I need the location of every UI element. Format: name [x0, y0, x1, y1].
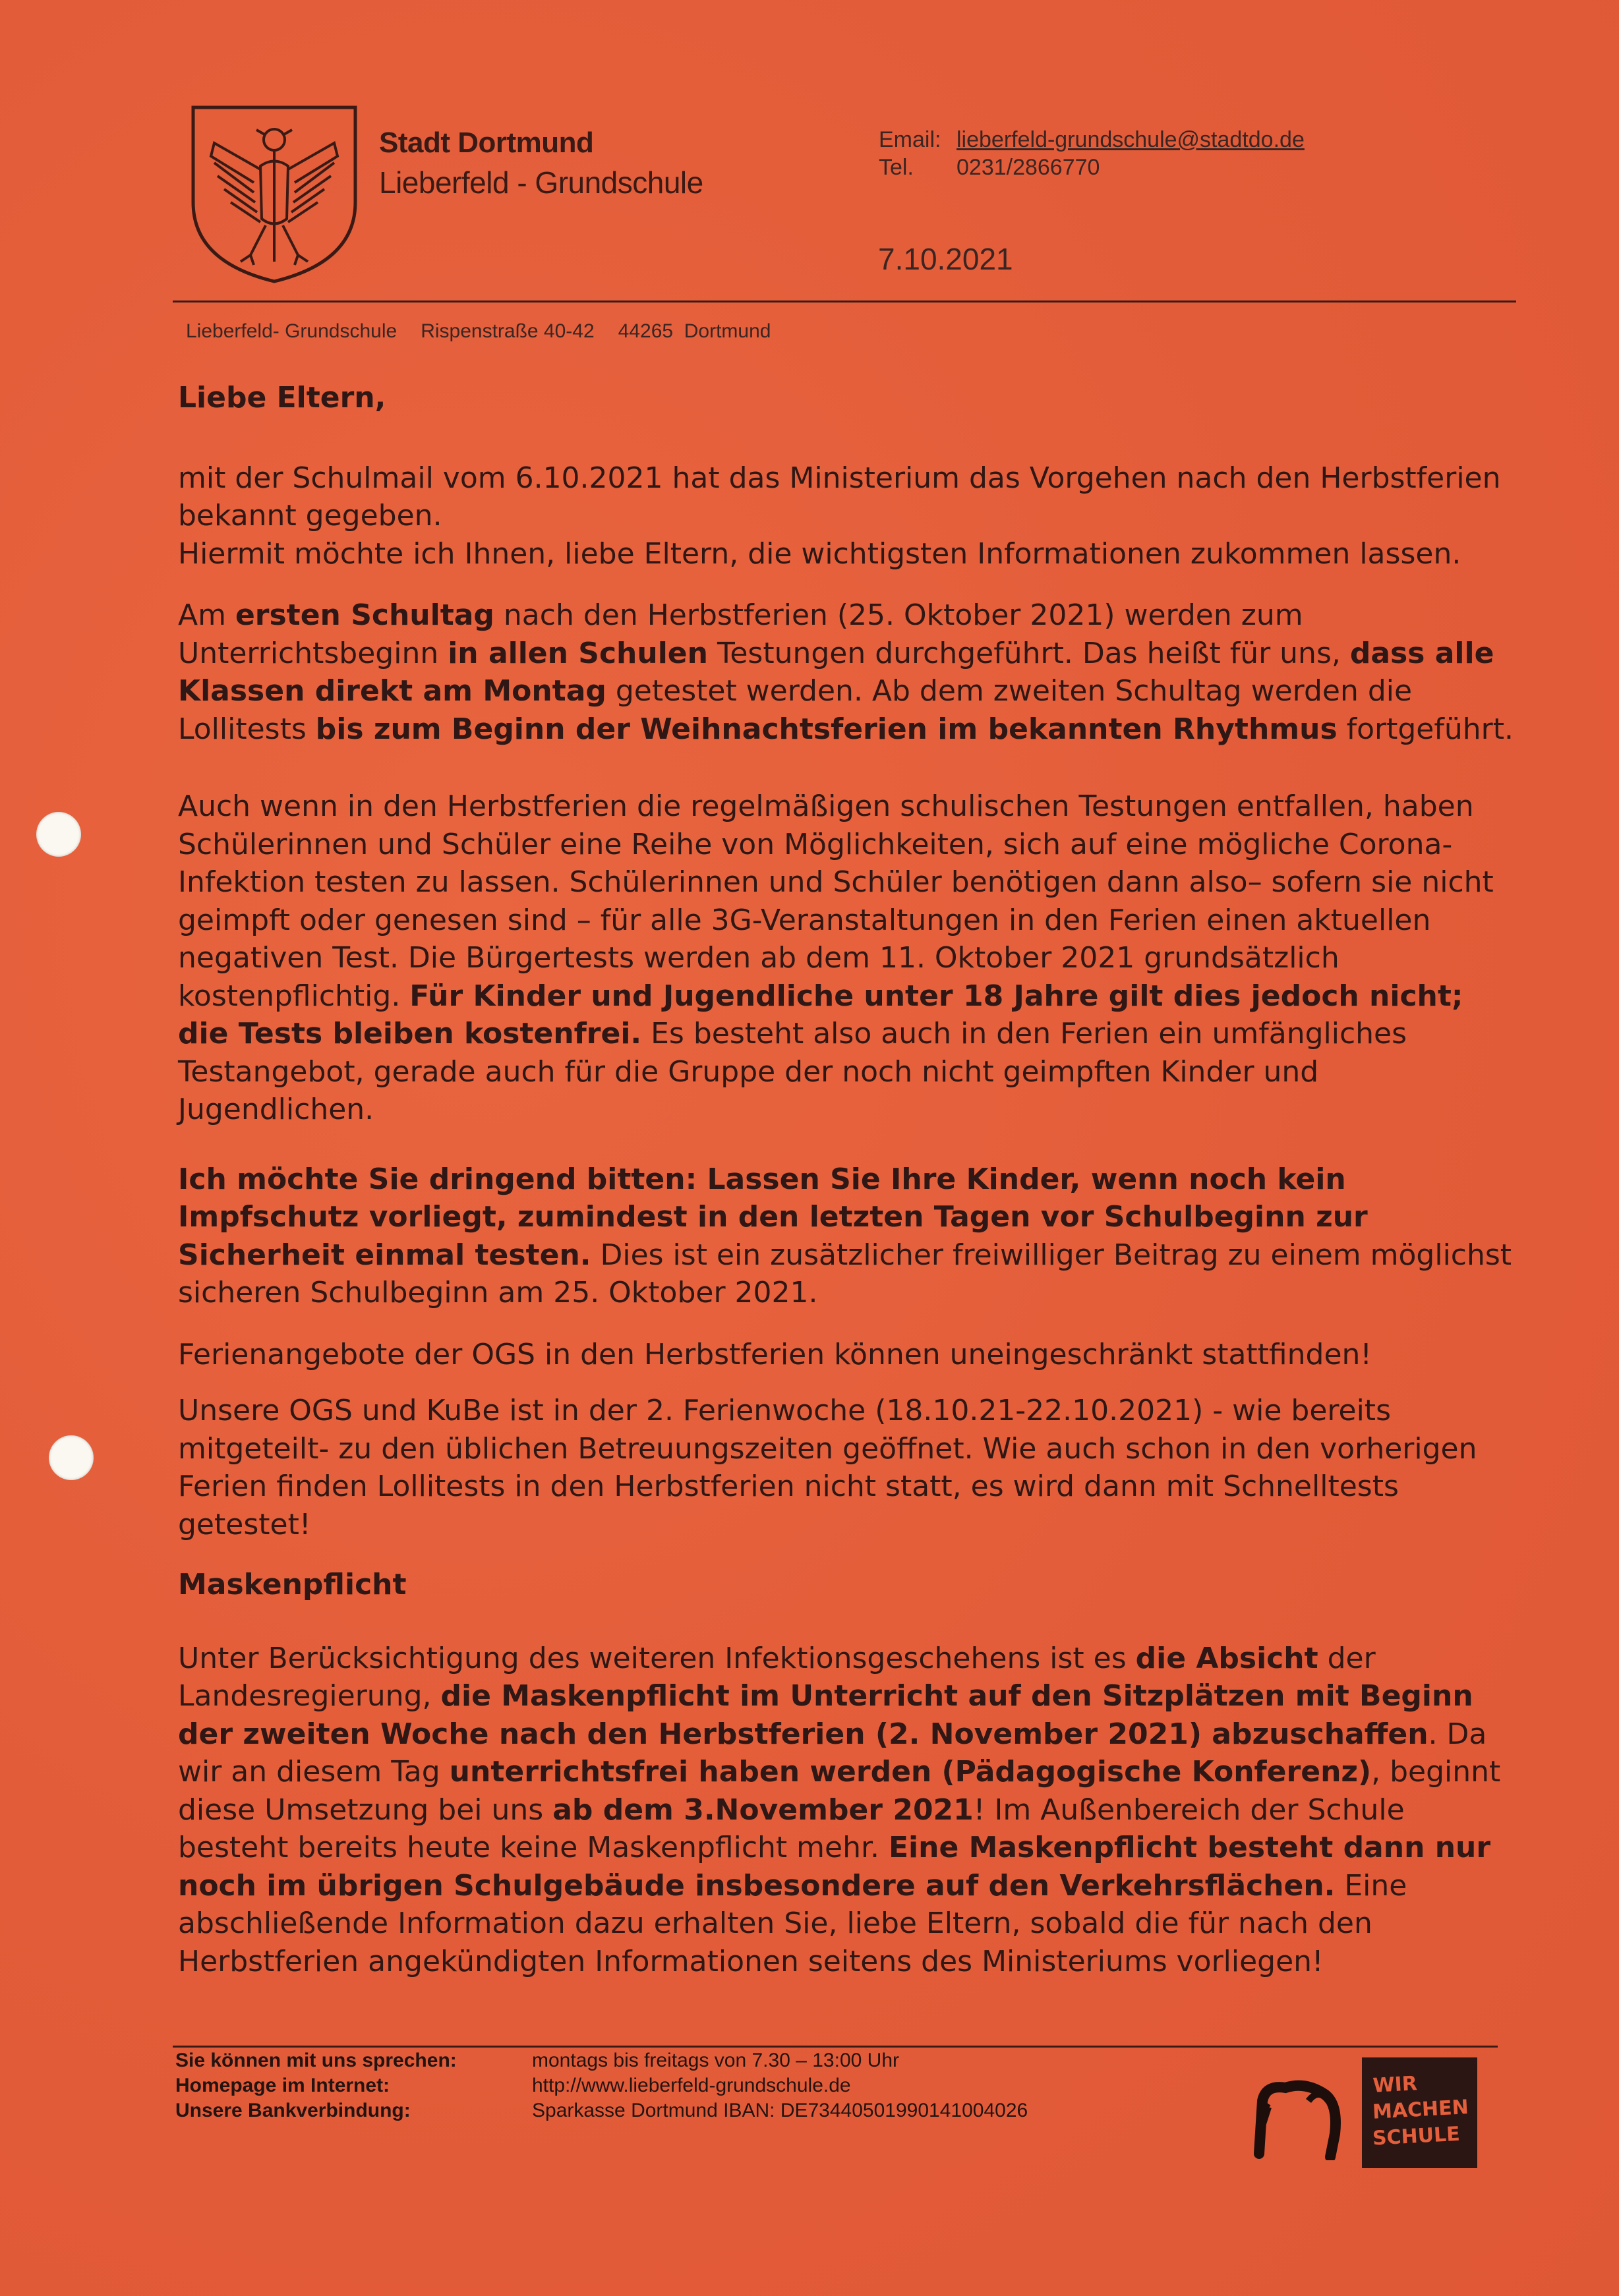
punch-hole-bottom — [49, 1435, 94, 1480]
email-label: Email: — [879, 127, 941, 152]
sender-address — [186, 320, 794, 343]
footer-divider — [173, 2046, 1498, 2048]
paragraph-testing: Auch wenn in den Herbstferien die regelmäßigen schulischen Testungen entfallen, haben Schülerinnen und Schüler eine Reihe von Möglichkeiten, sich auf eine mögliche Corona-Infektion testen zu lassen. Schülerinnen und Schüler benötigen dann also– sofern sie nicht geimpft oder genesen sind – für alle 3G-Veranstaltungen in den Ferien einen aktuellen negativen Test. Die Bürgertests werden ab dem 11. Oktober 2021 grundsätzlich kostenpflichtig. Für Kinder und Jugendliche unter 18 Jahre gilt dies jedoch nicht; die Tests bleiben kostenfrei. Es besteht also auch in den Ferien ein umfängliches Testangebot, gerade auch für die Gruppe der noch nicht geimpften Kinder und Jugendlichen. — [178, 789, 1494, 1126]
email-link[interactable]: lieberfeld-grundschule@stadtdo.de — [957, 127, 1305, 152]
school-name: Lieberfeld - Grundschule — [379, 165, 703, 200]
paragraph-masks: Unter Berücksichtigung des weiteren Infektionsgeschehens ist es die Absicht der Landesregierung, die Maskenpflicht im Unterricht auf den Sitzplätzen mit Beginn der zweiten Woche nach den Herbstferien (2. November 2021) abzuschaffen. Da wir an diesem Tag unterrichtsfrei haben werden (Pädagogische Konferenz), beginnt diese Umsetzung bei uns ab dem 3.November 2021! Im Außenbereich der Schule besteht bereits heute keine Maskenpflicht mehr. Eine Maskenpflicht besteht dann nur noch im übrigen Schulgebäude insbesondere auf den Verkehrsflächen. Eine abschließende Information dazu erhalten Sie, liebe Eltern, sobald die für nach den Herbstferien angekündigten Informationen seitens des Ministeriums vorliegen! — [178, 1641, 1501, 1978]
city-name: Stadt Dortmund — [379, 127, 594, 159]
greeting: Liebe Eltern, — [178, 381, 386, 415]
header-divider — [173, 301, 1516, 302]
footer-web-label: Homepage im Internet: — [175, 2075, 390, 2096]
section-heading-maskenpflicht: Maskenpflicht — [178, 1568, 407, 1601]
tel-label: Tel. — [879, 155, 914, 180]
logo-line-schule: SCHULE — [1372, 2122, 1461, 2150]
punch-hole-top — [36, 812, 81, 857]
paragraph-request: Ich möchte Sie dringend bitten: Lassen Sie Ihre Kinder, wenn noch kein Impfschutz vorliegt, zumindest in den letzten Tagen vor Schulbeginn zur Sicherheit einmal testen. Dies ist ein zusätzlicher freiwilliger Beitrag zu einem möglichst sicheren Schulbeginn am 25. Oktober 2021. — [178, 1162, 1512, 1309]
footer-hours: montags bis freitags von 7.30 – 13:00 Uhr — [532, 2050, 899, 2071]
footer-bank: Sparkasse Dortmund IBAN: DE73440501990141004026 — [532, 2100, 1028, 2121]
footer-bank-label: Unsere Bankverbindung: — [175, 2100, 411, 2121]
address-street: Rispenstraße 40-42 — [421, 320, 595, 342]
wir-machen-schule-logo — [1362, 2057, 1477, 2168]
logo-line-machen: MACHEN — [1372, 2096, 1469, 2124]
address-city: 44265 Dortmund — [618, 320, 771, 342]
paragraph-intro: mit der Schulmail vom 6.10.2021 hat das Ministerium das Vorgehen nach den Herbstferien bekannt gegeben. — [178, 461, 1501, 532]
contact-tel-row — [879, 155, 1100, 181]
footer-info — [175, 2050, 1164, 2129]
wir-machen-schule-figure-icon — [1246, 2075, 1351, 2160]
eagle-crest-icon — [188, 103, 361, 285]
contact-email-row — [879, 127, 1305, 153]
footer-web-link[interactable]: http://www.lieberfeld-grundschule.de — [532, 2075, 851, 2096]
logo-line-wir: WIR — [1372, 2072, 1418, 2098]
tel-number: 0231/2866770 — [957, 155, 1100, 180]
letter-date: 7.10.2021 — [878, 242, 1013, 276]
paragraph-ogs-schedule: Unsere OGS und KuBe ist in der 2. Ferienwoche (18.10.21-22.10.2021) - wie bereits mitgeteilt- zu den üblichen Betreuungszeiten geöffnet. Wie auch schon in den vorherigen Ferien finden Lollitests in den Herbstferien nicht statt, es wird dann mit Schnelltests getestet! — [178, 1394, 1477, 1541]
address-school: Lieberfeld- Grundschule — [186, 320, 397, 342]
paragraph-first-day: Am ersten Schultag nach den Herbstferien (25. Oktober 2021) werden zum Unterrichtsbeginn in allen Schulen Testungen durchgeführt. Das heißt für uns, dass alle Klassen direkt am Montag getestet werden. Ab dem zweiten Schultag werden die Lollitests bis zum Beginn der Weihnachtsferien im bekannten Rhythmus fortgeführt. — [178, 598, 1514, 746]
footer-hours-label: Sie können mit uns sprechen: — [175, 2050, 457, 2071]
paragraph-ogs-offers: Ferienangebote der OGS in den Herbstferien können uneingeschränkt stattfinden! — [178, 1337, 1372, 1371]
letter-body — [178, 359, 1516, 1996]
paragraph-intro-2: Hiermit möchte ich Ihnen, liebe Eltern, die wichtigsten Informationen zukommen lassen. — [178, 536, 1461, 571]
